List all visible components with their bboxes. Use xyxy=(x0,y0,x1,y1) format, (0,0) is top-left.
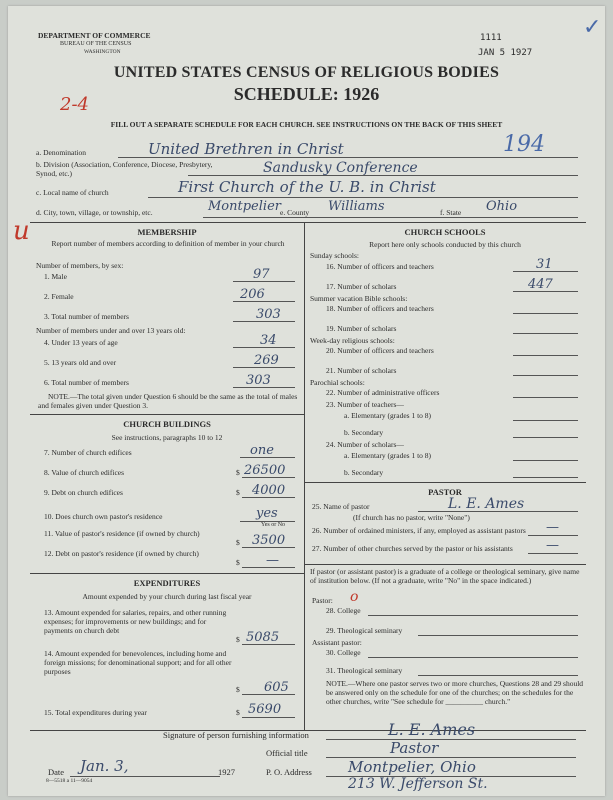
q14-value: 605 xyxy=(264,680,289,695)
local-name-value: First Church of the U. B. in Christ xyxy=(178,178,436,196)
q27-label: 27. Number of other churches served by the pastor or his assistants xyxy=(312,544,513,553)
local-name-label: c. Local name of church xyxy=(36,188,109,197)
q2-label: 2. Female xyxy=(44,292,74,301)
q25-label: 25. Name of pastor xyxy=(312,502,370,511)
buildings-intro: See instructions, paragraphs 10 to 12 xyxy=(111,433,223,442)
q6-label: 6. Total number of members xyxy=(44,378,129,387)
dollar-sign: $ xyxy=(236,708,240,717)
state-value: Ohio xyxy=(486,199,518,214)
division-value: Sandusky Conference xyxy=(263,160,418,176)
q15-value: 5690 xyxy=(248,702,282,717)
q24a-label: a. Elementary (grades 1 to 8) xyxy=(344,451,432,460)
dollar-sign: $ xyxy=(236,468,240,477)
q16-label: 16. Number of officers and teachers xyxy=(326,262,434,271)
check-mark-icon: ✓ xyxy=(583,14,602,39)
official-title-value: Pastor xyxy=(390,739,439,757)
q14-label: 14. Amount expended for benevolences, including home and foreign missions; for denominational support; and for all other purposes xyxy=(44,649,232,676)
q12-value: — xyxy=(266,553,279,568)
dollar-sign: $ xyxy=(236,635,240,644)
q25-note: (If church has no pastor, write "None") xyxy=(353,513,470,522)
q21-label: 21. Number of scholars xyxy=(326,366,397,375)
sunday-head: Sunday schools: xyxy=(310,251,359,260)
age-head: Number of members under and over 13 years old: xyxy=(36,326,186,335)
stamp-number: 1111 xyxy=(480,33,502,43)
dept-label: DEPARTMENT OF COMMERCE xyxy=(38,31,151,40)
q13-label: 13. Amount expended for salaries, repairs, and other running expenses; for improvements or new buildings; and for payments on church debt xyxy=(44,608,227,635)
po-address-label: P. O. Address xyxy=(266,767,312,777)
schools-title: CHURCH SCHOOLS xyxy=(404,227,486,237)
q24-label: 24. Number of scholars— xyxy=(326,440,404,449)
expenditures-intro: Amount expended by your church during last fiscal year xyxy=(82,592,252,601)
city-label-d: d. City, town, village, or township, etc. xyxy=(36,208,153,217)
q6-value: 303 xyxy=(246,373,271,388)
parochial-head: Parochial schools: xyxy=(310,378,365,387)
division-label: b. Division (Association, Conference, Diocese, Presbytery, Synod, etc.) xyxy=(36,160,213,178)
q18-label: 18. Number of officers and teachers xyxy=(326,304,434,313)
membership-intro: Report number of members according to definition of member in your church xyxy=(51,239,285,248)
assistant-sub-label: Assistant pastor: xyxy=(312,638,362,647)
q24b-label: b. Secondary xyxy=(344,468,384,477)
official-title-label: Official title xyxy=(266,748,308,758)
q13-value: 5085 xyxy=(246,630,280,645)
expenditures-title: EXPENDITURES xyxy=(133,578,201,588)
q28-label: 28. College xyxy=(326,606,361,615)
graduate-instruction: If pastor (or assistant pastor) is a graduate of a college or theological seminary, give name of institution below. (If not a graduate, write "No" in the space indicated.) xyxy=(310,567,580,585)
q11-label: 11. Value of pastor's residence (if owned by church) xyxy=(44,529,200,538)
q5-label: 5. 13 years old and over xyxy=(44,358,117,367)
handwritten-code: 2-4 xyxy=(60,94,89,115)
buildings-title: CHURCH BUILDINGS xyxy=(123,419,211,429)
q23a-label: a. Elementary (grades 1 to 8) xyxy=(344,411,432,420)
dollar-sign: $ xyxy=(236,685,240,694)
state-label: f. State xyxy=(440,208,462,217)
q1-label: 1. Male xyxy=(44,272,67,281)
q7-label: 7. Number of church edifices xyxy=(44,448,132,457)
signature-label: Signature of person furnishing information xyxy=(163,730,309,740)
q17-value: 447 xyxy=(528,277,553,292)
dollar-sign: $ xyxy=(236,488,240,497)
margin-mark: u xyxy=(13,216,30,246)
q4-label: 4. Under 13 years of age xyxy=(44,338,118,347)
date-year: 1927 xyxy=(218,767,235,777)
q22-label: 22. Number of administrative officers xyxy=(326,388,440,397)
q17-label: 17. Number of scholars xyxy=(326,282,397,291)
q9-label: 9. Debt on church edifices xyxy=(44,488,123,497)
pastor-mark: o xyxy=(350,589,359,605)
membership-title: MEMBERSHIP xyxy=(137,227,197,237)
q2-value: 206 xyxy=(240,287,265,302)
q25-value: L. E. Ames xyxy=(448,496,525,512)
pastor-sub-label: Pastor: xyxy=(312,596,333,605)
q1-value: 97 xyxy=(253,267,270,282)
county-value: Williams xyxy=(328,199,385,214)
po-address-value: Montpelier, Ohio xyxy=(348,758,476,776)
membership-note: NOTE.—The total given under Question 6 should be the same as the total of males and females given under Question 3. xyxy=(38,392,298,410)
form-number: 8—5518 a 11—9054 xyxy=(46,778,93,784)
summer-head: Summer vacation Bible schools: xyxy=(310,294,408,303)
q29-label: 29. Theological seminary xyxy=(326,626,403,635)
q10-label: 10. Does church own pastor's residence xyxy=(44,512,163,521)
dollar-sign: $ xyxy=(236,558,240,567)
q31-label: 31. Theological seminary xyxy=(326,666,403,675)
census-schedule-form xyxy=(8,6,605,796)
po-address-street: 213 W. Jefferson St. xyxy=(348,776,488,792)
q26-label: 26. Number of ordained ministers, if any, employed as assistant pastors xyxy=(312,526,526,535)
dollar-sign: $ xyxy=(236,538,240,547)
weekday-head: Week-day religious schools: xyxy=(310,336,395,345)
q27-value: — xyxy=(546,538,559,553)
q20-label: 20. Number of officers and teachers xyxy=(326,346,434,355)
signature-value: L. E. Ames xyxy=(388,720,476,739)
city-label: WASHINGTON xyxy=(84,49,121,55)
q30-label: 30. College xyxy=(326,648,361,657)
q8-label: 8. Value of church edifices xyxy=(44,468,125,477)
q10-value: yes xyxy=(256,506,278,521)
denomination-label: a. Denomination xyxy=(36,148,86,157)
schools-intro: Report here only schools conducted by this church xyxy=(369,240,521,249)
county-label: e. County xyxy=(280,208,310,217)
q12-label: 12. Debt on pastor's residence (if owned by church) xyxy=(44,549,199,558)
q19-label: 19. Number of scholars xyxy=(326,324,397,333)
q23-label: 23. Number of teachers— xyxy=(326,400,404,409)
q4-value: 34 xyxy=(260,333,277,348)
pastor-note: NOTE.—Where one pastor serves two or more churches, Questions 28 and 29 should be answered only on the schedule for one of the churches; on the schedules for the other churches, write "See schedule for __________ church." xyxy=(326,679,584,706)
date-label: Date xyxy=(48,767,65,777)
date-value: Jan. 3, xyxy=(80,757,129,775)
form-title: UNITED STATES CENSUS OF RELIGIOUS BODIES xyxy=(113,64,500,81)
form-subtitle: SCHEDULE: 1926 xyxy=(233,84,380,104)
yes-no-hint: Yes or No xyxy=(261,522,286,528)
q3-label: 3. Total number of members xyxy=(44,312,129,321)
instruction-line: FILL OUT A SEPARATE SCHEDULE FOR EACH CHURCH. SEE INSTRUCTIONS ON THE BACK OF THIS SHEET xyxy=(110,120,503,129)
bureau-label: BUREAU OF THE CENSUS xyxy=(60,41,132,47)
q26-value: — xyxy=(546,520,559,535)
q23b-label: b. Secondary xyxy=(344,428,384,437)
denomination-value: United Brethren in Christ xyxy=(148,140,344,158)
sex-head: Number of members, by sex: xyxy=(36,261,124,270)
q9-value: 4000 xyxy=(252,483,286,498)
q8-value: 26500 xyxy=(244,463,286,478)
pastor-title: PASTOR xyxy=(428,487,462,497)
denomination-code: 194 xyxy=(503,132,545,157)
city-value: Montpelier xyxy=(208,199,281,214)
stamp-date: JAN 5 1927 xyxy=(478,48,533,58)
q5-value: 269 xyxy=(254,353,279,368)
q15-label: 15. Total expenditures during year xyxy=(44,708,147,717)
q3-value: 303 xyxy=(256,307,281,322)
q7-value: one xyxy=(250,443,274,458)
q16-value: 31 xyxy=(536,257,553,272)
q11-value: 3500 xyxy=(252,533,286,548)
